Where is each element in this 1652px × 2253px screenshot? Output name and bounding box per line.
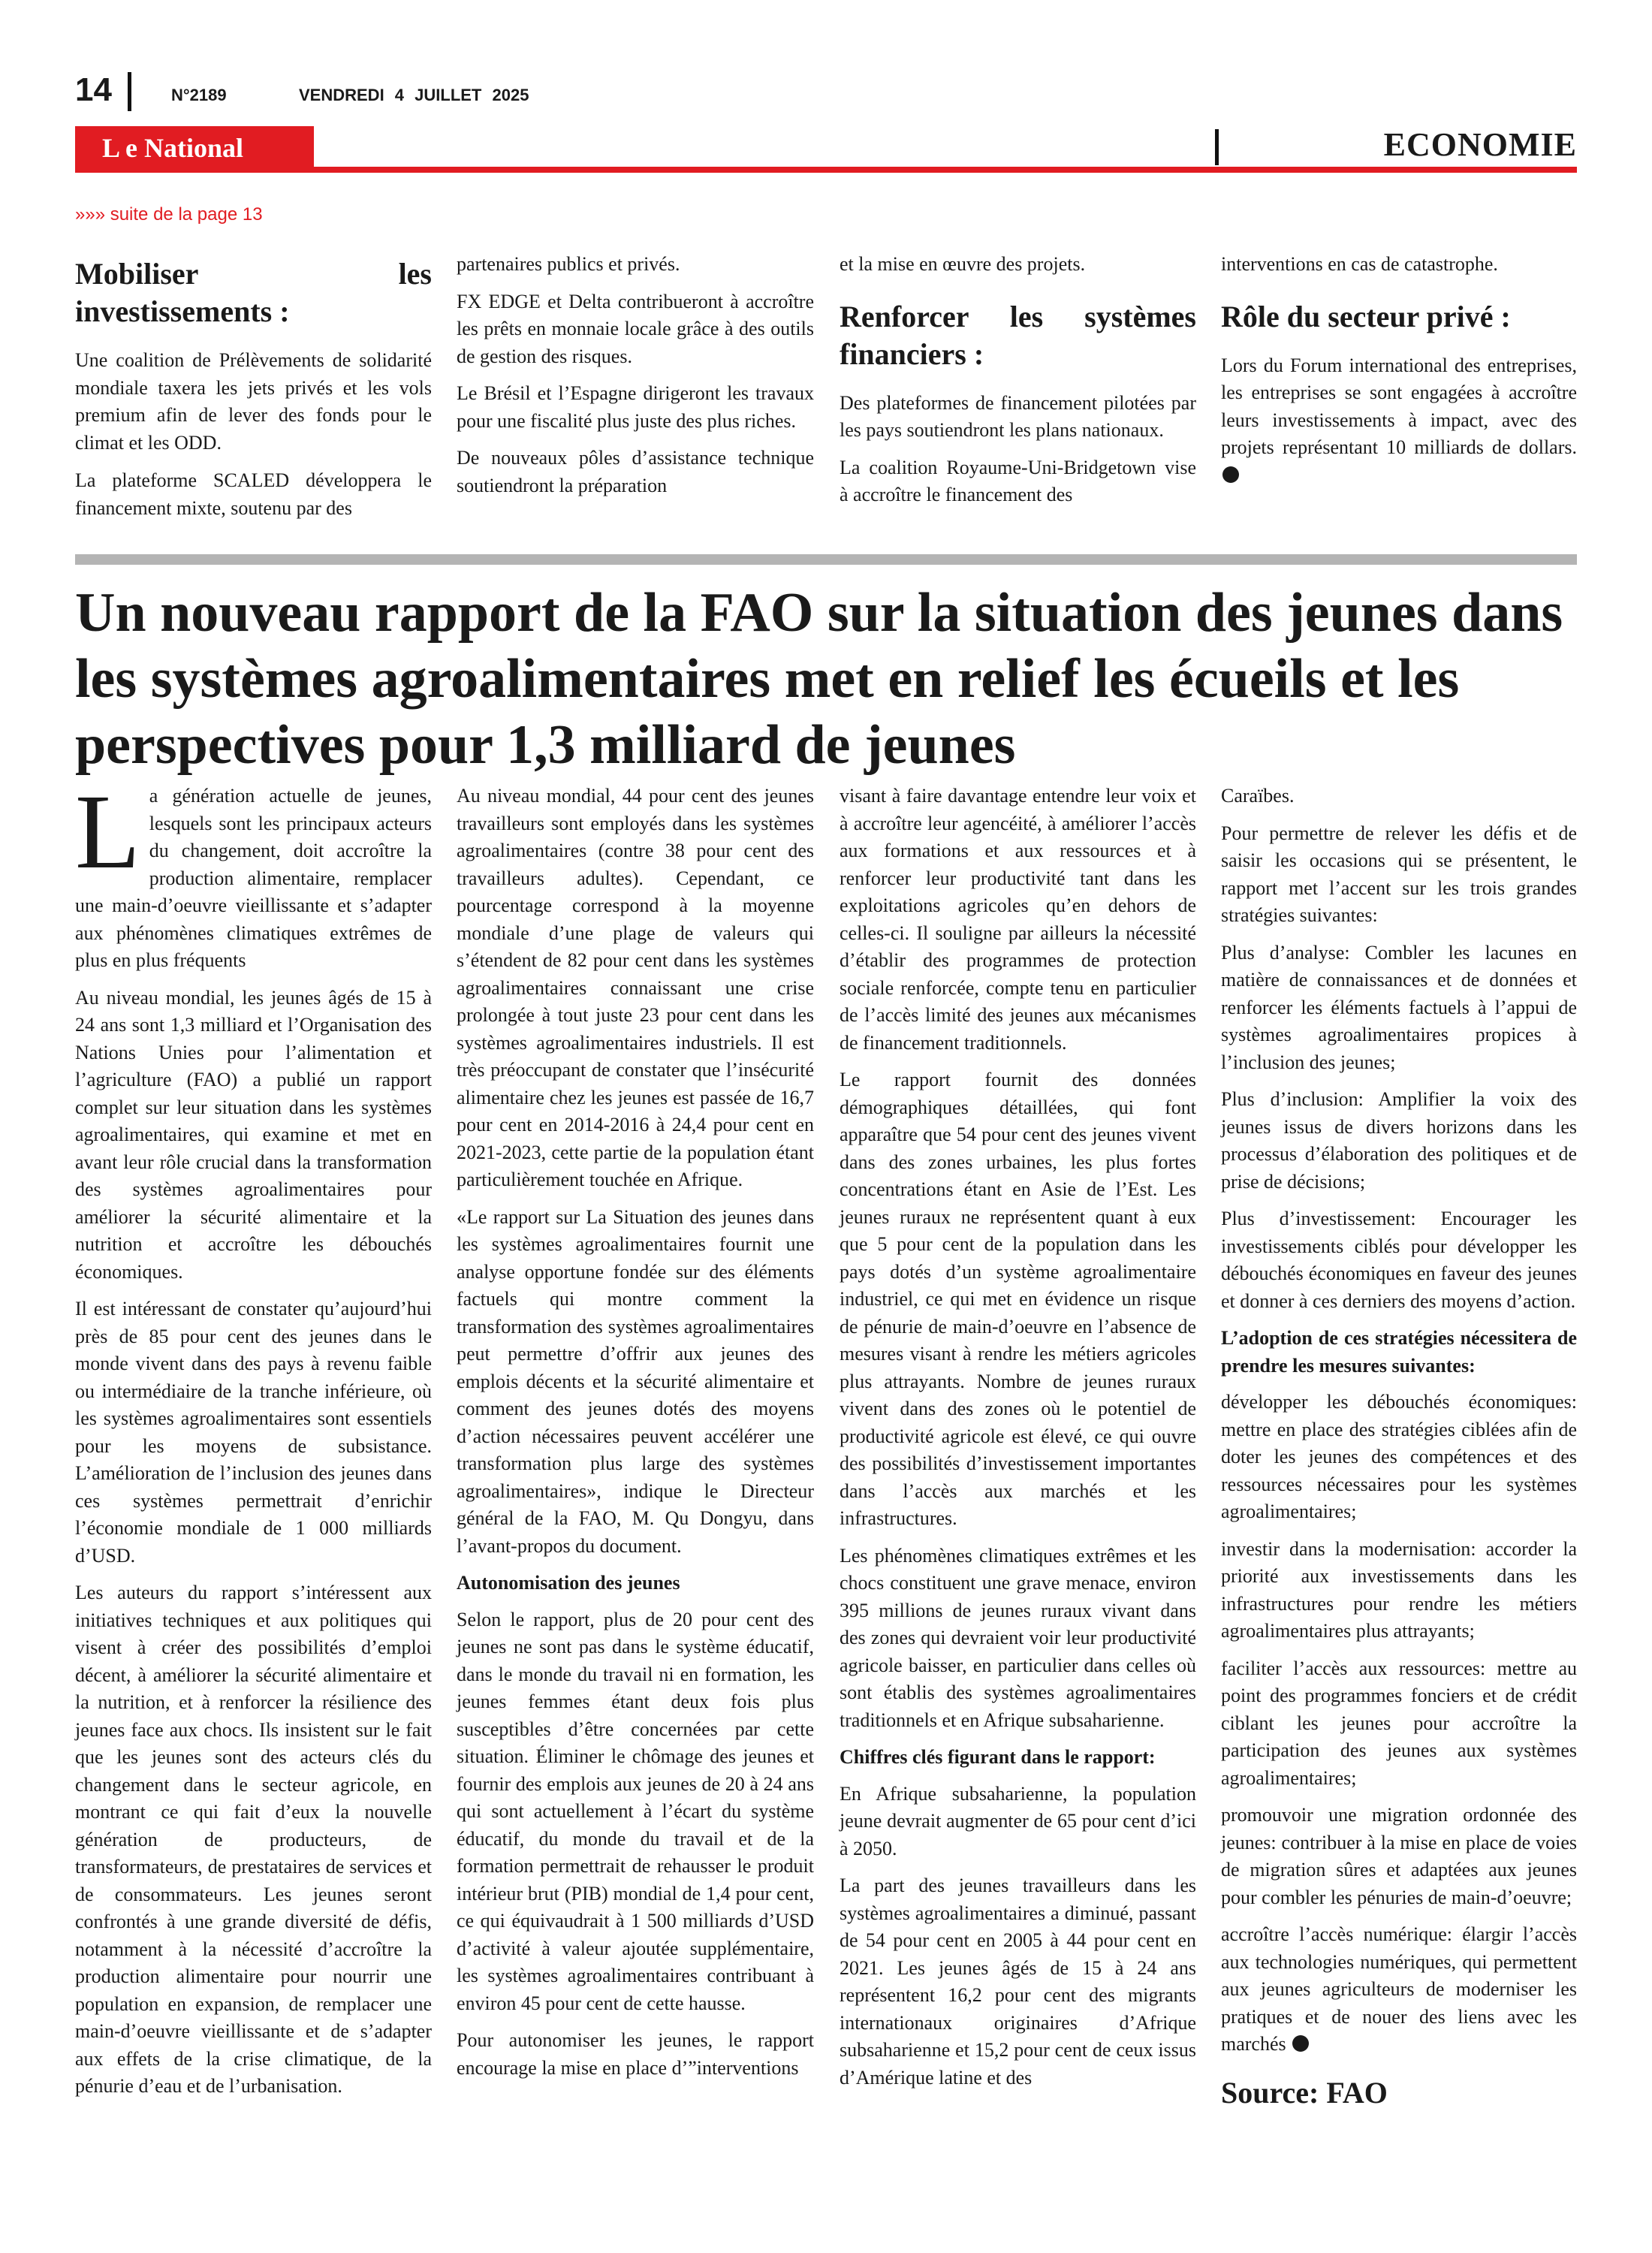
paragraph: visant à faire davantage entendre leur voix et à accroître leur agencéité, à améliorer l’accès aux formations et aux ressources et à renforcer leur productivité tant dans les exploitations agricoles qu’en dehors de celles-ci. Il souligne par ailleurs la nécessité d’établir des programmes de protection sociale renforcée, compte tenu en particulier de l’accès limité des jeunes aux mécanismes de financement traditionnels. [840, 785, 1196, 1054]
end-of-article-icon [1222, 466, 1239, 483]
paragraph: Pour autonomiser les jeunes, le rapport encourage la mise en place d’”interventions [457, 2029, 814, 2079]
section-rubric: ECONOMIE [1383, 126, 1577, 163]
end-of-article-icon [1292, 2035, 1309, 2052]
paragraph: Le Brésil et l’Espagne dirigeront les travaux pour une fiscalité plus juste des plus riches. [457, 382, 814, 432]
paragraph: La part des jeunes travailleurs dans les systèmes agroalimentaires a diminué, passant de 54 pour cent en 2005 à 44 pour cent en 2021. Les jeunes âgés de 15 à 24 ans représentent 16,2 pour cent des migrants internationaux originaires d’Afrique subsaharienne et 15,2 pour cent de ceux issus d’Amérique latine et des [840, 1874, 1196, 2089]
paragraph: FX EDGE et Delta contribueront à accroître les prêts en monnaie locale grâce à des outils de gestion des risques. [457, 290, 814, 367]
lead-paragraph [75, 772, 432, 975]
paragraph: Caraïbes. [1221, 785, 1295, 807]
paragraph: Les auteurs du rapport s’intéressent aux initiatives techniques et aux politiques qui visent à créer des possibilités d’emploi décent, à améliorer la sécurité alimentaire et la nutrition, et à renforcer la résilience des jeunes face aux chocs. Ils insistent sur le fait que les jeunes sont des acteurs clés du changement dans le secteur agricole, en montrant ce qui fait d’eux la nouvelle génération de producteurs, de transformateurs, de prestataires de services et de consommateurs. Les jeunes seront confrontés à une grande diversité de défis, notamment à la nécessité d’accroître la production alimentaire pour nourrir une population en expansion, de remplacer une main-d’oeuvre vieillissante et de s’adapter aux effets de la crise climatique, de la pénurie d’eau et de l’urbanisation. [75, 1582, 432, 2097]
page-number: 14 [75, 71, 112, 108]
paragraph: En Afrique subsaharienne, la population jeune devrait augmenter de 65 pour cent d’ici à 2050. [840, 1782, 1196, 1859]
article-headline: Un nouveau rapport de la FAO sur la situation des jeunes dans les systèmes agroalimentaires met en relief les écueils et les perspectives pour 1,3 milliard de jeunes [75, 582, 1563, 776]
paragraph: interventions en cas de catastrophe. [1221, 253, 1498, 275]
paragraph-text: accroître l’accès numérique: élargir l’accès aux technologies numériques, qui permettent aux jeunes agriculteurs de moderniser les pratiques et de nouer des liens avec les marchés [1221, 1923, 1577, 2055]
paragraph: La coalition Royaume-Uni-Bridgetown vise à accroître le financement des [840, 456, 1196, 505]
top-column-2 [457, 251, 814, 509]
section-heading: Renforcer les systèmes financiers : [840, 299, 1196, 371]
continued-from-note: »»» suite de la page 13 [75, 204, 263, 225]
newspaper-name: L e National [102, 133, 244, 163]
main-column-1 [75, 772, 432, 2110]
paragraph: Plus d’analyse: Combler les lacunes en matière de connaissances et de données et renforcer les éléments factuels à l’appui de systèmes agroalimentaires propices à l’inclusion des jeunes; [1221, 941, 1577, 1073]
issue-date: VENDREDI 4 JUILLET 2025 [299, 86, 529, 104]
paragraph: investir dans la modernisation: accorder la priorité aux investissements dans les infrastructures pour rendre les métiers agroalimentaires plus attrayants; [1221, 1537, 1577, 1642]
paragraph: Selon le rapport, plus de 20 pour cent des jeunes ne sont pas dans le système éducatif, dans le monde du travail ni en formation, les jeunes femmes étant deux fois plus susceptibles d’être concernées par cette situation. Éliminer le chômage des jeunes et fournir des emplois aux jeunes de 20 à 24 ans qui sont actuellement à l’écart du système éducatif, du monde du travail et de la formation permettrait de rehausser le produit intérieur brut (PIB) mondial de 1,4 pour cent, ce qui équivaudrait à 1 500 milliards d’USD d’activité à valeur ajoutée supplémentaire, les systèmes agroalimentaires contribuant à environ 45 pour cent de cette hausse. [457, 1608, 814, 2014]
paragraph: faciliter l’accès aux ressources: mettre au point des programmes fonciers et de crédit ciblant les jeunes pour accroître la participation des jeunes aux systèmes agroalimentaires; [1221, 1657, 1577, 1789]
main-column-2 [457, 783, 814, 2092]
top-column-4 [1221, 251, 1577, 499]
rubric-separator [1215, 129, 1219, 165]
paragraph: Pour permettre de relever les défis et de saisir les occasions qui se présentent, le rapport met l’accent sur les trois grandes stratégies suivantes: [1221, 822, 1577, 926]
paragraph: De nouveaux pôles d’assistance technique soutiendront la préparation [457, 447, 814, 496]
paragraph: Plus d’inclusion: Amplifier la voix des jeunes issus de divers horizons dans les processus d’élaboration des politiques et de prise de décisions; [1221, 1088, 1577, 1193]
paragraph: La plateforme SCALED développera le financement mixte, soutenu par des [75, 469, 432, 519]
subheading: Chiffres clés figurant dans le rapport: [840, 1746, 1156, 1768]
drop-cap: L [75, 772, 140, 891]
section-heading: Mobiliser les investissements : [75, 257, 432, 328]
top-column-1 [75, 252, 432, 532]
top-column-3 [840, 251, 1196, 519]
main-column-3 [840, 783, 1196, 2101]
paragraph: Les phénomènes climatiques extrêmes et les chocs constituent une grave menace, environ 395 millions de jeunes ruraux vivant dans des zones qui devraient voir leur productivité agricole baisser, en particulier dans celles où sont établis des systèmes agroalimentaires traditionnels et en Afrique subsaharienne. [840, 1544, 1196, 1731]
paragraph: «Le rapport sur La Situation des jeunes dans les systèmes agroalimentaires fournit une analyse opportune fondée sur des éléments factuels qui montre comment la transformation des systèmes agroalimentaires peut permettre d’offrir aux jeunes des emplois décents et la sécurité alimentaire et comment des jeunes dotés des moyens d’action nécessaires peuvent accélérer une transformation plus large des systèmes agroalimentaires», indique le Directeur général de la FAO, M. Qu Dongyu, dans l’avant-propos du document. [457, 1205, 814, 1557]
header-rule [75, 167, 1577, 173]
paragraph: Il est intéressant de constater qu’aujourd’hui près de 85 pour cent des jeunes dans le monde vivent dans des pays à revenu faible ou intermédiaire de la tranche inférieure, où les systèmes agroalimentaires sont essentiels pour les moyens de subsistance. L’amélioration de l’inclusion des jeunes dans ces systèmes permettrait d’enrichir l’économie mondiale de 1 000 milliards d’USD. [75, 1298, 432, 1567]
article-divider [75, 554, 1577, 565]
paragraph-text: Lors du Forum international des entreprises, les entreprises se sont engagées à accroître leurs investissements à impact, avec des projets représentant 10 milliards de dollars. [1221, 354, 1577, 458]
main-column-4 [1221, 783, 1577, 2111]
paragraph [1221, 352, 1577, 490]
paragraph: développer les débouchés économiques: mettre en place des stratégies ciblées afin de doter les jeunes des compétences et des ressources nécessaires pour les systèmes agroalimentaires; [1221, 1391, 1577, 1522]
paragraph: Le rapport fournit des données démographiques détaillées, qui font apparaître que 54 pour cent des jeunes vivent dans des zones urbaines, les plus fortes concentrations étant en Asie de l’Est. Les jeunes ruraux ne représentent quant à eux que 5 pour cent de la population dans les pays dotés d’un système agroalimentaire industriel, ce qui met en évidence un risque de pénurie de main-d’oeuvre en l’absence de mesures visant à rendre les métiers agricoles plus attrayants. Nombre de jeunes ruraux vivent dans des zones où le potentiel de productivité agricole est élevé, ce qui ouvre des possibilités d’investissement importantes dans l’accès aux marchés et les infrastructures. [840, 1069, 1196, 1529]
subheading: Autonomisation des jeunes [457, 1572, 680, 1594]
paragraph: promouvoir une migration ordonnée des jeunes: contribuer à la mise en place de voies de migration sûres et adaptées aux jeunes pour combler les pénuries de main-d’oeuvre; [1221, 1804, 1577, 1908]
paragraph: et la mise en œuvre des projets. [840, 253, 1086, 275]
paragraph: Une coalition de Prélèvements de solidarité mondiale taxera les jets privés et les vols premium afin de lever des fonds pour le climat et les ODD. [75, 349, 432, 454]
paragraph-text: a génération actuelle de jeunes, lesquels sont les principaux acteurs du changement, doit accroître la production alimentaire, remplacer une main-d’oeuvre vieillissante et s’adapter aux phénomènes climatiques extrêmes de plus en plus fréquents [75, 785, 432, 971]
paragraph: Plus d’investissement: Encourager les investissements ciblés pour développer les débouchés économiques en faveur des jeunes et donner à ces derniers des moyens d’action. [1221, 1208, 1577, 1312]
paragraph: partenaires publics et privés. [457, 253, 680, 275]
paragraph: Au niveau mondial, les jeunes âgés de 15 à 24 ans sont 1,3 milliard et l’Organisation des Nations Unies pour l’alimentation et l’agriculture (FAO) a publié un rapport complet sur leur situation dans les systèmes agroalimentaires, qui examine et met en avant leur rôle crucial dans la transformation des systèmes agroalimentaires pour améliorer la sécurité alimentaire et la nutrition et accroître les débouchés économiques. [75, 986, 432, 1283]
paragraph: Des plateformes de financement pilotées par les pays soutiendront les plans nationaux. [840, 391, 1196, 441]
paragraph [1221, 1921, 1577, 2058]
header-separator [128, 72, 131, 111]
article-source: Source: FAO [1221, 2075, 1388, 2110]
issue-number: N°2189 [171, 86, 227, 104]
paragraph: Au niveau mondial, 44 pour cent des jeunes travailleurs sont employés dans les systèmes agroalimentaires (contre 38 pour cent des travailleurs adultes). Cependant, ce pourcentage correspond à la moyenne mondiale d’une plage de valeurs qui s’étendent de 82 pour cent dans les systèmes agroalimentaires connaissant une crise prolongée à tout juste 23 pour cent dans les systèmes agroalimentaires industriels. Il est très préoccupant de constater que l’insécurité alimentaire chez les jeunes est passée de 16,7 pour cent en 2014-2016 à 24,4 pour cent en 2021-2023, cette partie de la population étant particulièrement touchée en Afrique. [457, 785, 814, 1190]
section-heading: Rôle du secteur privé : [1221, 299, 1511, 333]
subheading: L’adoption de ces stratégies nécessitera de prendre les mesures suivantes: [1221, 1327, 1577, 1377]
